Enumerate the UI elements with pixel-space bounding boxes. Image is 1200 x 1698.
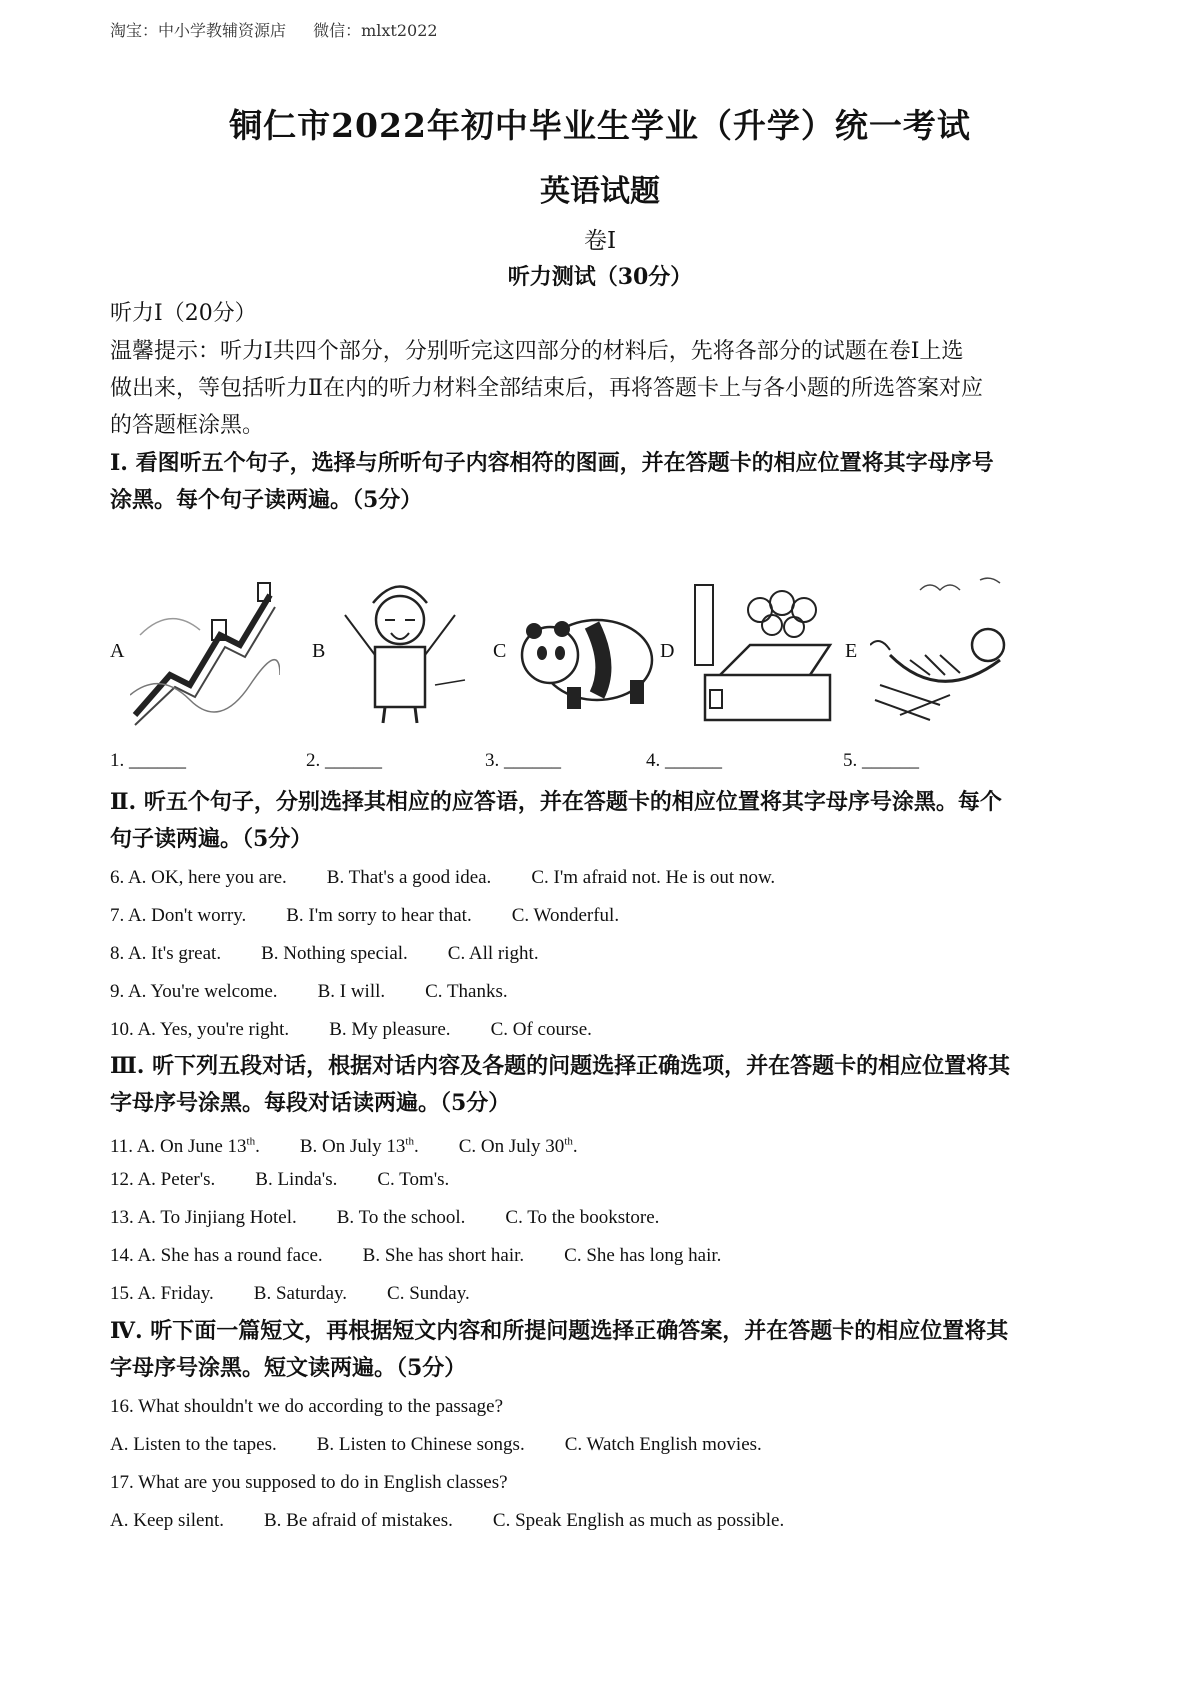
q15-option-b: B. Saturday.	[253, 1283, 348, 1304]
question-11	[110, 1127, 1100, 1162]
q10-option-c: C. Of course.	[490, 1019, 592, 1040]
watermark-wechat: 微信：mlxt2022	[313, 21, 438, 40]
q14-option-b: B. She has short hair.	[362, 1245, 525, 1266]
answer-blank-1: 1. ______	[110, 750, 186, 771]
tip-line-2: 做出来，等包括听力Ⅱ在内的听力材料全部结束后，再将答题卡上与各小题的所选答案对应	[110, 376, 983, 401]
q13-option-b: B. To the school.	[336, 1207, 466, 1228]
q11-a-sup: th	[246, 1136, 256, 1148]
q10-option-a: 10. A. Yes, you're right.	[110, 1019, 290, 1040]
q11-c-dot: .	[572, 1136, 578, 1158]
picture-label-b: B	[312, 640, 326, 662]
tip-line-3: 的答题框涂黑。	[110, 413, 265, 438]
q11-b-sup: th	[405, 1136, 414, 1148]
question-12	[110, 1165, 1100, 1195]
part1-instruction-1: Ⅰ. 看图听五个句子，选择与所听句子内容相符的图画，并在答题卡的相应位置将其字母序号	[110, 450, 994, 476]
answer-blank-4: 4. ______	[646, 750, 722, 771]
q6-option-a: 6. A. OK, here you are.	[110, 867, 287, 888]
part2-instruction-1: Ⅱ. 听五个句子，分别选择其相应的应答语，并在答题卡的相应位置将其字母序号涂黑。每个	[110, 789, 1002, 815]
q11-b-dot: .	[413, 1136, 419, 1158]
q6-option-c: C. I'm afraid not. He is out now.	[531, 867, 776, 888]
part4-instruction-2: 字母序号涂黑。短文读两遍。（5分）	[110, 1355, 467, 1381]
q17-option-b: B. Be afraid of mistakes.	[263, 1510, 453, 1531]
q11-a-dot: .	[255, 1136, 260, 1158]
picture-label-a: A	[110, 640, 125, 662]
watermark	[110, 18, 438, 41]
question-15	[110, 1279, 1100, 1309]
q12-option-c: C. Tom's.	[377, 1169, 450, 1190]
tiananmen-icon	[690, 575, 840, 730]
question-13	[110, 1203, 1100, 1233]
q14-option-a: 14. A. She has a round face.	[110, 1245, 323, 1266]
q17-option-a: A. Keep silent.	[110, 1510, 224, 1531]
q15-option-a: 15. A. Friday.	[110, 1283, 214, 1304]
listening-section-title: 听力测试（30分）	[507, 264, 693, 290]
question-9	[110, 977, 1100, 1007]
tip-line-1: 温馨提示：听力Ⅰ共四个部分，分别听完这四部分的材料后，先将各部分的试题在卷Ⅰ上选	[110, 339, 964, 364]
q16-option-a: A. Listen to the tapes.	[110, 1434, 277, 1455]
q11-c-text: C. On July 30	[458, 1136, 565, 1158]
q6-option-b: B. That's a good idea.	[326, 867, 492, 888]
question-16-options	[110, 1430, 1100, 1460]
panda-icon	[512, 575, 662, 730]
exam-title: 铜仁市2022年初中毕业生学业（升学）统一考试	[229, 106, 971, 145]
q9-option-b: B. I will.	[317, 981, 386, 1002]
q17-option-c: C. Speak English as much as possible.	[492, 1510, 785, 1531]
q13-option-a: 13. A. To Jinjiang Hotel.	[110, 1207, 297, 1228]
q7-option-a: 7. A. Don't worry.	[110, 905, 247, 926]
watermark-shop: 淘宝：中小学教辅资源店	[110, 21, 287, 40]
answer-blank-5: 5. ______	[843, 750, 919, 771]
part2-instruction-2: 句子读两遍。（5分）	[110, 826, 313, 852]
exam-volume: 卷Ⅰ	[583, 228, 617, 254]
question-17: 17. What are you supposed to do in English classes?	[110, 1472, 508, 1493]
exam-subject: 英语试题	[540, 174, 660, 209]
q9-option-a: 9. A. You're welcome.	[110, 981, 278, 1002]
q11-c-sup: th	[564, 1136, 573, 1148]
q11-b-text: B. On July 13	[299, 1136, 406, 1158]
question-16: 16. What shouldn't we do according to the passage?	[110, 1396, 503, 1417]
q7-option-c: C. Wonderful.	[511, 905, 620, 926]
q10-option-b: B. My pleasure.	[329, 1019, 451, 1040]
q8-option-c: C. All right.	[447, 943, 539, 964]
q8-option-b: B. Nothing special.	[261, 943, 408, 964]
question-6	[110, 863, 1100, 893]
picture-label-c: C	[493, 640, 507, 662]
q13-option-c: C. To the bookstore.	[505, 1207, 660, 1228]
part1-instruction-2: 涂黑。每个句子读两遍。（5分）	[110, 487, 423, 513]
q12-option-b: B. Linda's.	[255, 1169, 338, 1190]
part3-instruction-2: 字母序号涂黑。每段对话读两遍。（5分）	[110, 1090, 511, 1116]
q15-option-c: C. Sunday.	[387, 1283, 470, 1304]
q11-option-c	[459, 1136, 578, 1157]
q9-option-c: C. Thanks.	[425, 981, 508, 1002]
question-7	[110, 901, 1100, 931]
q8-option-a: 8. A. It's great.	[110, 943, 222, 964]
q11-option-a	[110, 1136, 260, 1157]
q11-option-b	[300, 1136, 419, 1157]
picture-label-e: E	[845, 640, 858, 662]
q14-option-c: C. She has long hair.	[564, 1245, 722, 1266]
q11-a-text: 11. A. On June 13	[110, 1136, 247, 1158]
q7-option-b: B. I'm sorry to hear that.	[286, 905, 472, 926]
answer-blank-3: 3. ______	[485, 750, 561, 771]
question-14	[110, 1241, 1100, 1271]
great-wall-icon	[130, 575, 280, 730]
q16-option-c: C. Watch English movies.	[564, 1434, 762, 1455]
part3-instruction-1: Ⅲ. 听下列五段对话，根据对话内容及各题的问题选择正确选项，并在答题卡的相应位置将其	[110, 1053, 1011, 1079]
listening1-heading: 听力Ⅰ（20分）	[110, 301, 257, 326]
part4-instruction-1: Ⅳ. 听下面一篇短文，再根据短文内容和所提问题选择正确答案，并在答题卡的相应位置将其	[110, 1318, 1009, 1344]
question-17-options	[110, 1506, 1100, 1536]
opera-figure-icon	[325, 575, 475, 730]
q12-option-a: 12. A. Peter's.	[110, 1169, 216, 1190]
picture-label-d: D	[660, 640, 675, 662]
question-8	[110, 939, 1100, 969]
q16-option-b: B. Listen to Chinese songs.	[316, 1434, 525, 1455]
question-10	[110, 1015, 1100, 1045]
answer-blank-2: 2. ______	[306, 750, 382, 771]
dragon-boat-icon	[870, 575, 1020, 730]
